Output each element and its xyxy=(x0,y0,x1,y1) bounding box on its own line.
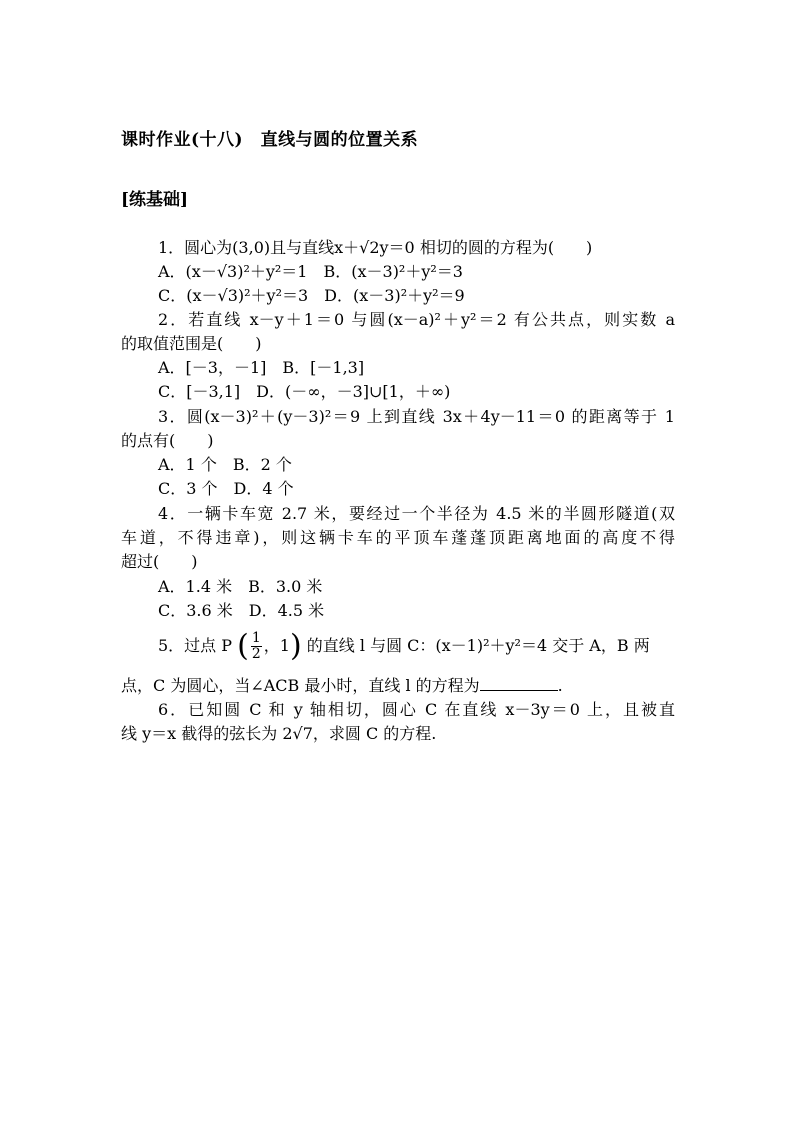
q5-line2-text: 点，C 为圆心，当∠ACB 最小时，直线 l 的方程为 xyxy=(121,676,480,695)
q5-stem-line2 xyxy=(121,676,563,696)
answer-blank[interactable] xyxy=(480,676,558,691)
q2-options-cd: C．[－3,1] D．(－∞，－3]∪[1，＋∞) xyxy=(158,382,451,401)
q3-options-ab: A．1 个 B．2 个 xyxy=(158,455,292,474)
q2-stem-line1: 2．若直线 x－y＋1＝0 与圆(x－a)²＋y²＝2 有公共点，则实数 a xyxy=(158,310,675,329)
q4-stem-line2: 车道，不得违章)，则这辆卡车的平顶车蓬蓬顶距离地面的高度不得 xyxy=(121,528,675,547)
q5-pre: 5．过点 P xyxy=(158,636,233,655)
fraction xyxy=(251,631,262,662)
q2-stem-line2: 的取值范围是( ) xyxy=(121,334,262,353)
left-paren: ( xyxy=(237,628,249,664)
section-heading: [练基础] xyxy=(121,190,189,210)
q2-options-ab: A．[－3，－1] B．[－1,3] xyxy=(158,358,365,377)
q1-options-cd: C．(x－√3)²＋y²＝3 D．(x－3)²＋y²＝9 xyxy=(158,286,465,305)
q5-end: . xyxy=(557,676,563,695)
q4-options-ab: A．1.4 米 B．3.0 米 xyxy=(158,577,323,596)
q1-stem: 1．圆心为(3,0)且与直线x＋√2y＝0 相切的圆的方程为( ) xyxy=(158,238,593,257)
q3-stem-line1: 3．圆(x－3)²＋(y－3)²＝9 上到直线 3x＋4y－11＝0 的距离等于 1 xyxy=(158,407,675,426)
q5-stem-line1 xyxy=(158,628,650,665)
q5-frac-after: ，1 xyxy=(263,636,290,655)
q3-options-cd: C．3 个 D．4 个 xyxy=(158,479,294,498)
q4-options-cd: C．3.6 米 D．4.5 米 xyxy=(158,601,325,620)
q4-stem-line1: 4．一辆卡车宽 2.7 米，要经过一个半径为 4.5 米的半圆形隧道(双 xyxy=(158,504,675,523)
q5-post: 的直线 l 与圆 C：(x－1)²＋y²＝4 交于 A，B 两 xyxy=(306,636,650,655)
q6-stem-line2: 线 y＝x 截得的弦长为 2√7，求圆 C 的方程. xyxy=(121,724,437,743)
fraction-denominator: 2 xyxy=(251,646,261,662)
fraction-numerator: 1 xyxy=(251,630,261,646)
right-paren: ) xyxy=(289,628,302,664)
q3-stem-line2: 的点有( ) xyxy=(121,431,214,450)
q1-options-ab: A．(x－√3)²＋y²＝1 B．(x－3)²＋y²＝3 xyxy=(158,262,463,281)
q4-stem-line3: 超过( ) xyxy=(121,552,198,571)
page-title: 课时作业(十八) 直线与圆的位置关系 xyxy=(121,130,419,150)
q6-stem-line1: 6．已知圆 C 和 y 轴相切，圆心 C 在直线 x－3y＝0 上，且被直 xyxy=(158,700,675,719)
